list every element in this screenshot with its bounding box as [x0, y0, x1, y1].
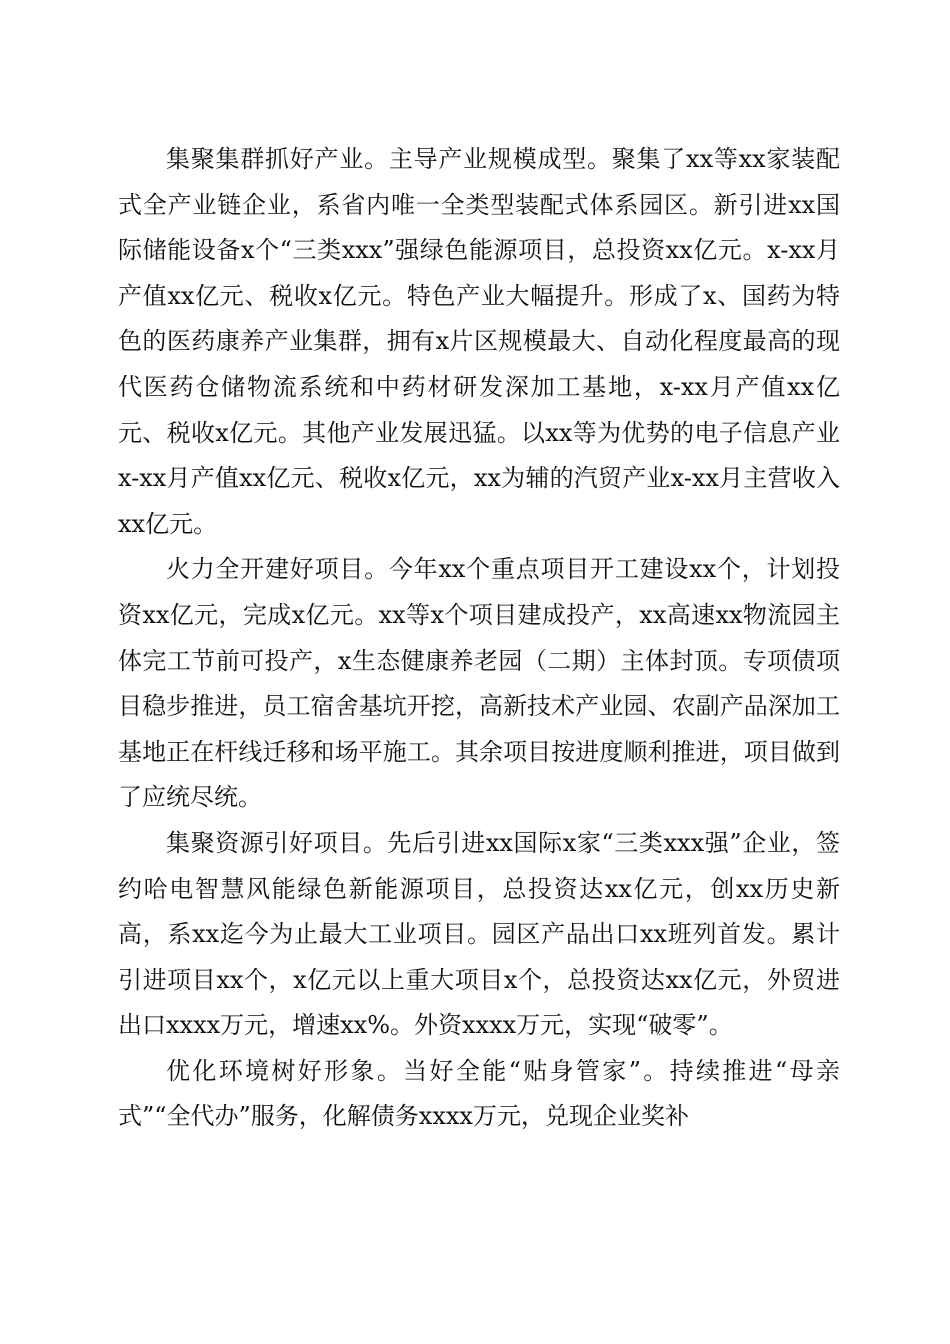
paragraph-investment-attraction: 集聚资源引好项目。先后引进xx国际x家“三类xxx强”企业，签约哈电智慧风能绿色新能源项目，总投资达xx亿元，创xx历史新高，系xx迄今为止最大工业项目。园区产品出口xx班列首发。累计引进项目xx个，x亿元以上重大项目x个，总投资达xx亿元，外贸进出口xxxx万元，增速xx%。外资xxxx万元，实现“破零”。 — [118, 828, 840, 1040]
document-body — [118, 137, 840, 1140]
paragraph-projects-construction: 火力全开建好项目。今年xx个重点项目开工建设xx个，计划投资xx亿元，完成x亿元。xx等x个项目建成投产，xx高速xx物流园主体完工节前可投产，x生态健康养老园（二期）主体封顶。专项债项目稳步推进，员工宿舍基坑开挖，高新技术产业园、农副产品深加工基地正在杆线迁移和场平施工。其余项目按进度顺利推进，项目做到了应统尽统。 — [118, 555, 840, 812]
paragraph-industry: 集聚集群抓好产业。主导产业规模成型。聚集了xx等xx家装配式全产业链企业，系省内唯一全类型装配式体系园区。新引进xx国际储能设备x个“三类xxx”强绿色能源项目，总投资xx亿元。x-xx月产值xx亿元、税收x亿元。特色产业大幅提升。形成了x、国药为特色的医药康养产业集群，拥有x片区规模最大、自动化程度最高的现代医药仓储物流系统和中药材研发深加工基地，x-xx月产值xx亿元、税收x亿元。其他产业发展迅猛。以xx等为优势的电子信息产业x-xx月产值xx亿元、税收x亿元，xx为辅的汽贸产业x-xx月主营收入xx亿元。 — [118, 145, 840, 538]
paragraph-business-environment: 优化环境树好形象。当好全能“贴身管家”。持续推进“母亲式”“全代办”服务，化解债务xxxx万元，兑现企业奖补 — [118, 1056, 840, 1131]
